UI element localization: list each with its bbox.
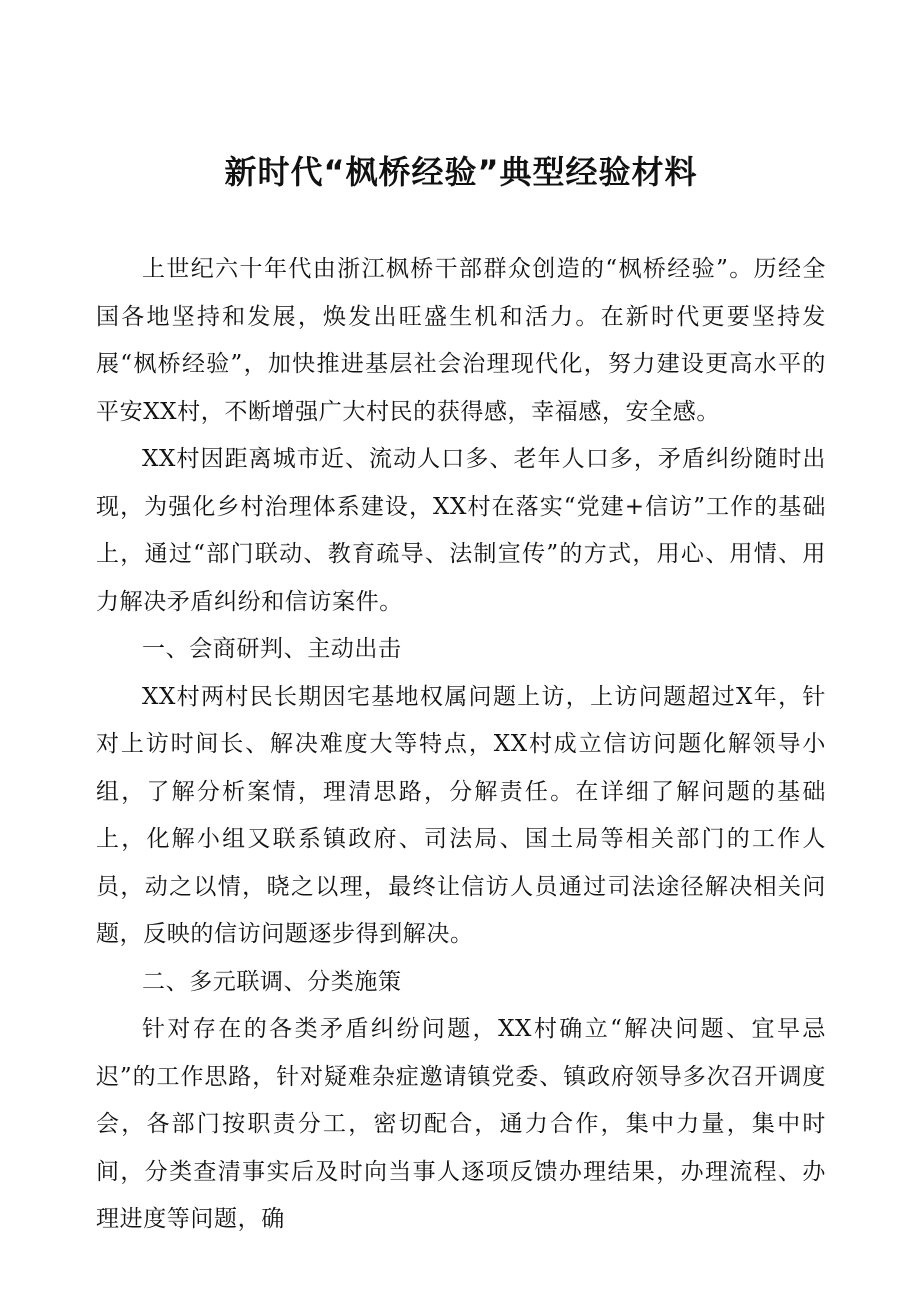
document-title: 新时代“枫桥经验”典型经验材料: [224, 153, 698, 191]
document-body: [96, 246, 826, 1244]
paragraph-intro: 上世纪六十年代由浙江枫桥干部群众创造的“枫桥经验”。历经全国各地坚持和发展，焕发出旺盛生机和活力。在新时代更要坚持发展“枫桥经验”，加快推进基层社会治理现代化，努力建设更高水平的平安XX村，不断增强广大村民的获得感，幸福感，安全感。: [96, 256, 826, 425]
section-heading-1: 一、会商研判、主动出击: [142, 636, 402, 662]
paragraph-background: XX村因距离城市近、流动人口多、老年人口多，矛盾纠纷随时出现，为强化乡村治理体系建设，XX村在落实“党建+信访”工作的基础上，通过“部门联动、教育疏导、法制宣传”的方式，用心、用情、用力解决矛盾纠纷和信访案件。: [96, 446, 826, 615]
paragraph-section-2: 针对存在的各类矛盾纠纷问题，XX村确立“解决问题、宜早忌迟”的工作思路，针对疑难杂症邀请镇党委、镇政府领导多次召开调度会，各部门按职责分工，密切配合，通力合作，集中力量，集中时间，分类查清事实后及时向当事人逐项反馈办理结果，办理流程、办理进度等问题，确: [96, 1016, 826, 1232]
paragraph-section-1: XX村两村民长期因宅基地权属问题上访，上访问题超过X年，针对上访时间长、解决难度大等特点，XX村成立信访问题化解领导小组，了解分析案情，理清思路，分解责任。在详细了解问题的基础上，化解小组又联系镇政府、司法局、国土局等相关部门的工作人员，动之以情，晓之以理，最终让信访人员通过司法途径解决相关问题，反映的信访问题逐步得到解决。: [96, 683, 826, 947]
section-heading-2: 二、多元联调、分类施策: [142, 968, 402, 995]
